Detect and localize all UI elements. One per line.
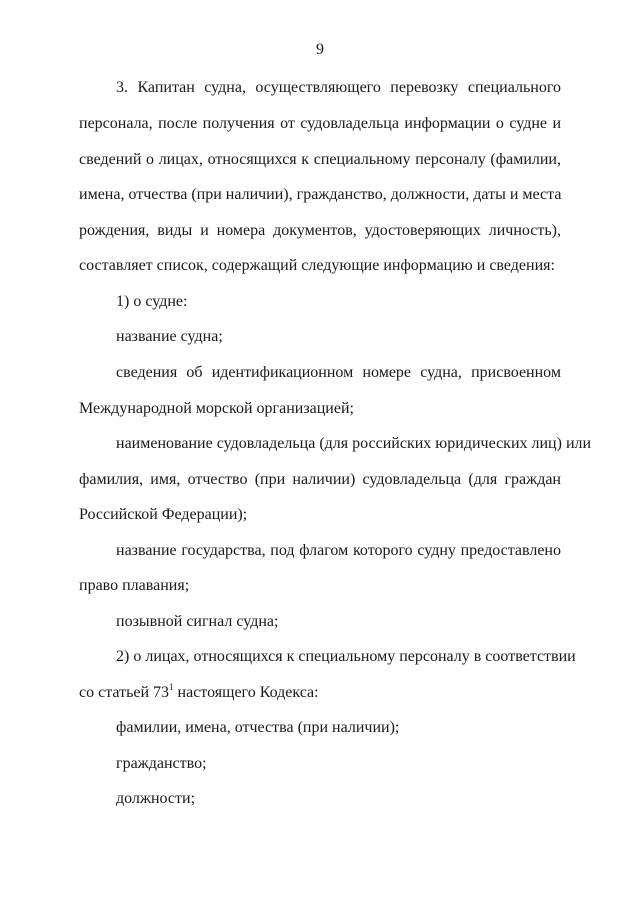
list-item-full-names: фамилии, имена, отчества (при наличии); bbox=[116, 719, 400, 736]
item-1-heading: 1) о судне: bbox=[116, 293, 188, 310]
paragraph-3-line-4: имена, отчества (при наличии), гражданство, должности, даты и места bbox=[79, 186, 562, 203]
paragraph-3-line-3: сведений о лицах, относящихся к специальному персоналу (фамилии, bbox=[79, 151, 561, 168]
article-superscript: 1 bbox=[169, 682, 174, 692]
list-item-positions: должности; bbox=[116, 790, 196, 807]
list-item-vessel-name: название судна; bbox=[116, 328, 223, 345]
paragraph-3-line-1: 3. Капитан судна, осуществляющего перевозку специального bbox=[116, 79, 561, 96]
list-item-flag-state-line-2: право плавания; bbox=[79, 577, 190, 594]
paragraph-3-line-2: персонала, после получения от судовладельца информации о судне и bbox=[79, 115, 561, 132]
list-item-owner-line-3: Российской Федерации); bbox=[79, 506, 248, 523]
article-reference-tail: настоящего Кодекса: bbox=[173, 684, 319, 701]
item-2-heading-line-1: 2) о лицах, относящихся к специальному персоналу в соответствии bbox=[116, 648, 576, 665]
paragraph-3-line-5: рождения, виды и номера документов, удостоверяющих личность), bbox=[79, 222, 561, 239]
list-item-imo-number-line-1: сведения об идентификационном номере судна, присвоенном bbox=[116, 364, 561, 381]
article-reference-text: со статьей 73 bbox=[79, 684, 170, 701]
list-item-call-sign: позывной сигнал судна; bbox=[116, 613, 279, 630]
list-item-imo-number-line-2: Международной морской организацией; bbox=[79, 400, 354, 417]
list-item-owner-line-2: фамилия, имя, отчество (при наличии) судовладельца (для граждан bbox=[79, 471, 561, 488]
list-item-owner-line-1: наименование судовладельца (для российских юридических лиц) или bbox=[116, 435, 592, 452]
page-number: 9 bbox=[316, 41, 324, 58]
list-item-citizenship: гражданство; bbox=[116, 755, 207, 772]
item-2-heading-line-2 bbox=[79, 680, 561, 706]
paragraph-3-line-6: составляет список, содержащий следующие информацию и сведения: bbox=[79, 257, 555, 274]
list-item-flag-state-line-1: название государства, под флагом которого судну предоставлено bbox=[116, 542, 561, 559]
